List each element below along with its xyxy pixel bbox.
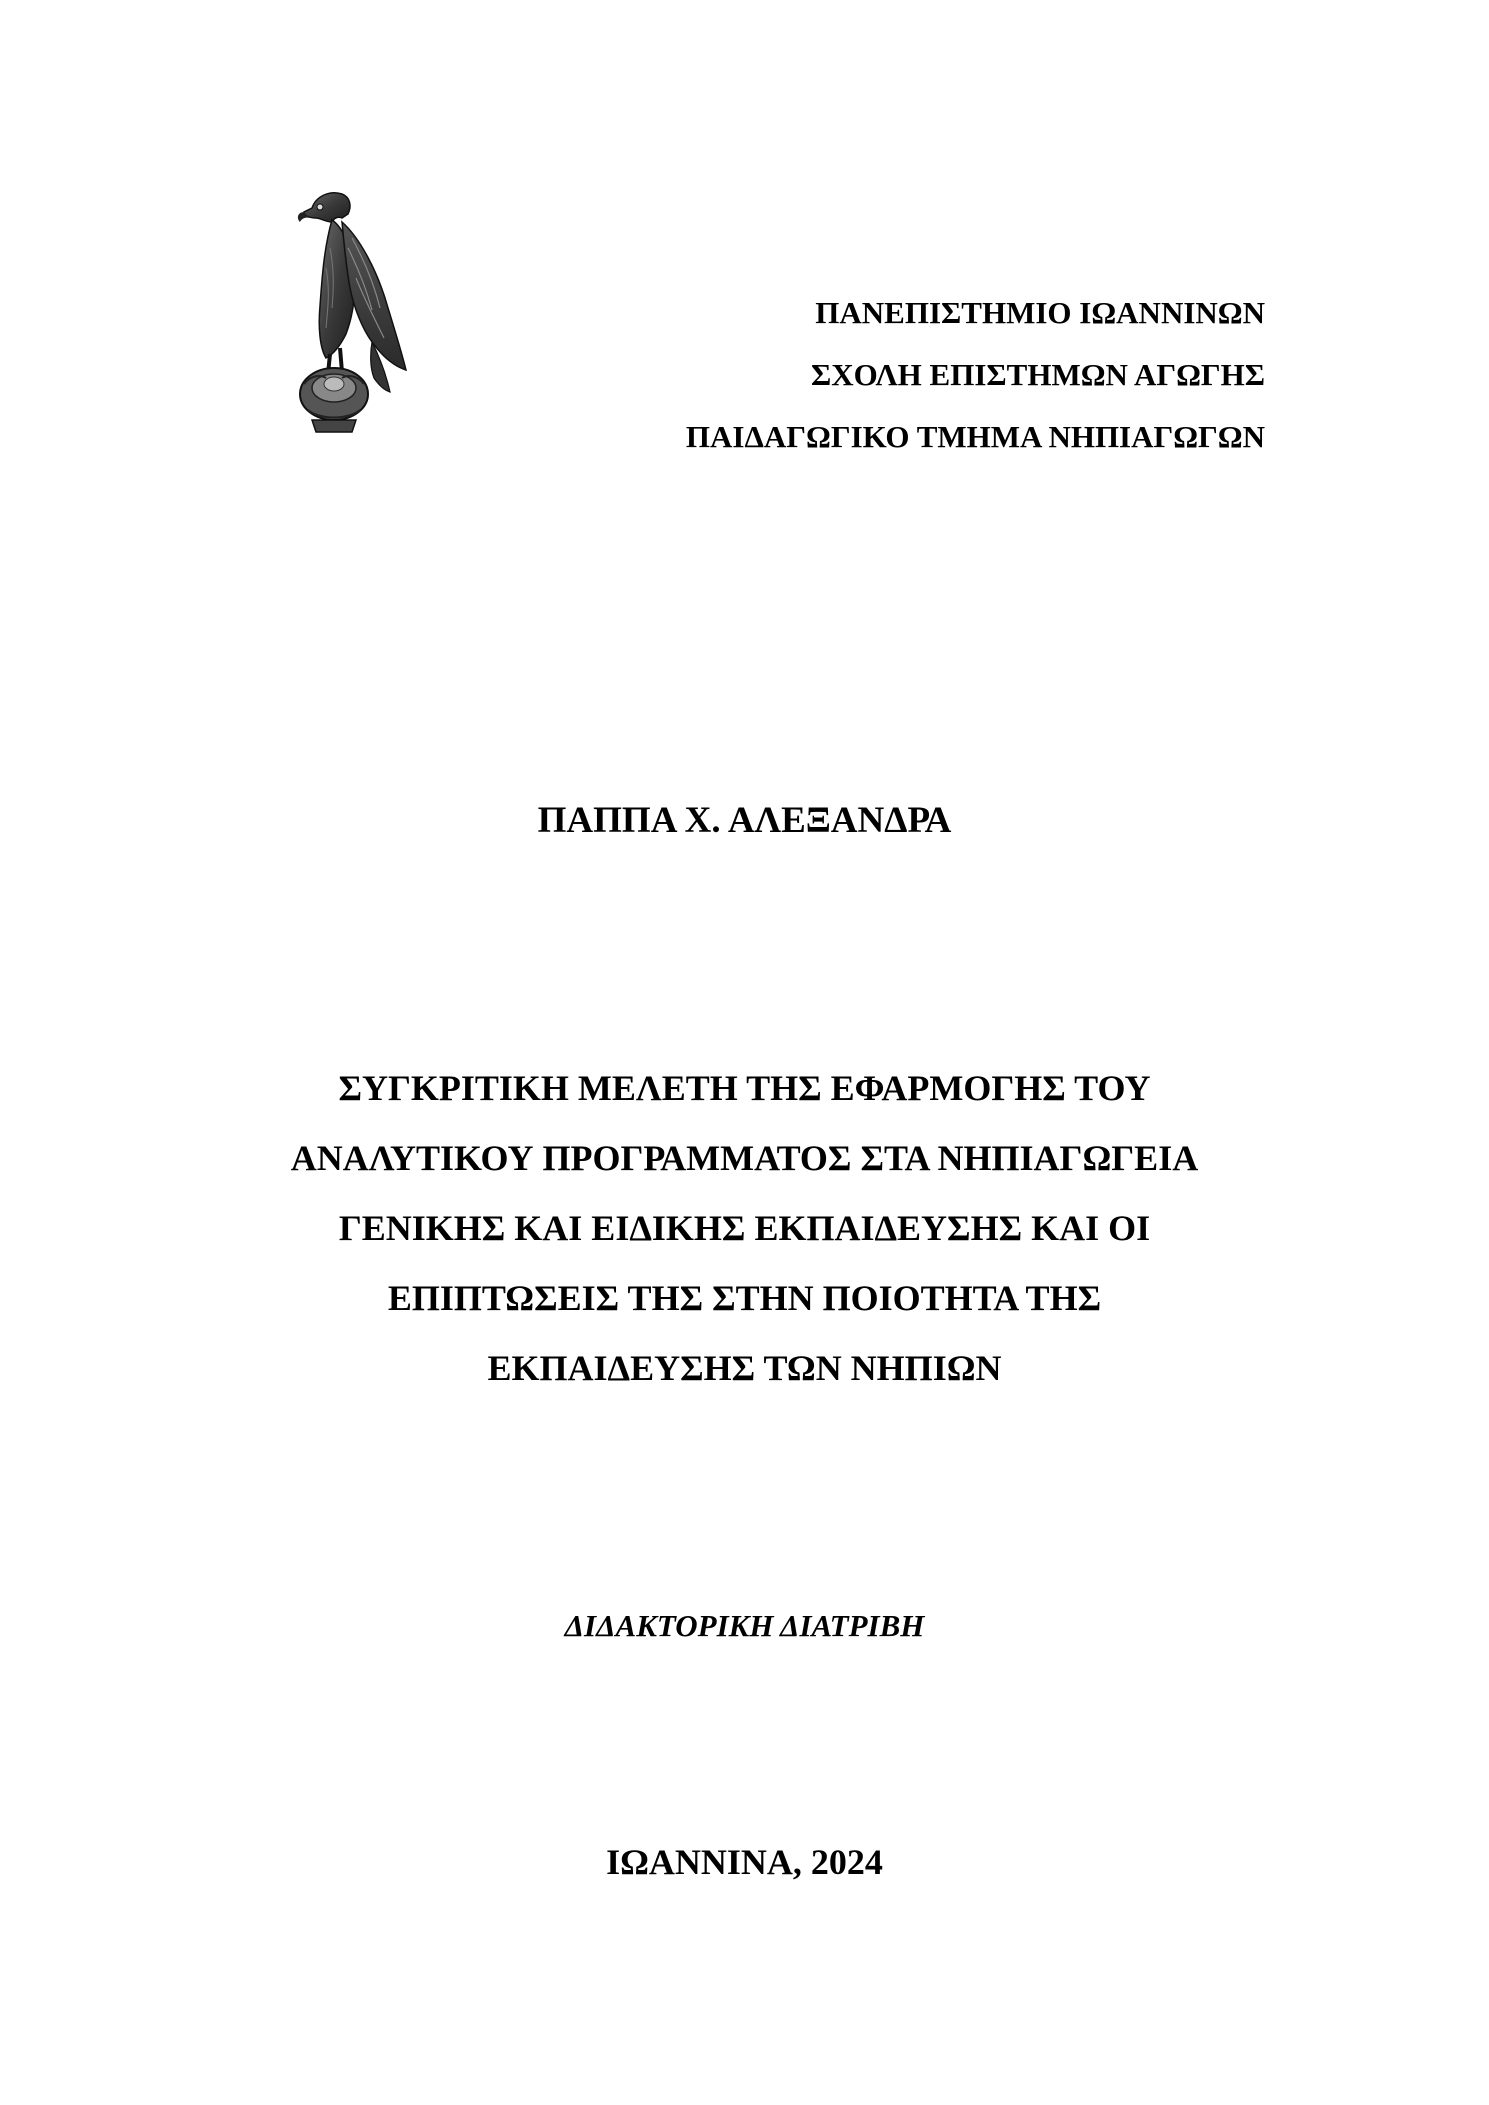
institution-block <box>686 282 1265 468</box>
document-type: ΔΙΔΑΚΤΟΡΙΚΗ ΔΙΑΤΡΙΒΗ <box>564 1608 925 1643</box>
title-line: ΕΠΙΠΤΩΣΕΙΣ ΤΗΣ ΣΤΗΝ ΠΟΙΟΤΗΤΑ ΤΗΣ <box>387 1278 1102 1318</box>
title-line: ΕΚΠΑΙΔΕΥΣΗΣ ΤΩΝ ΝΗΠΙΩΝ <box>487 1348 1002 1388</box>
author-name: ΠΑΠΠΑ Χ. ΑΛΕΞΑΝΔΡΑ <box>537 800 952 841</box>
title-line: ΑΝΑΛΥΤΙΚΟΥ ΠΡΟΓΡΑΜΜΑΤΟΣ ΣΤΑ ΝΗΠΙΑΓΩΓΕΙΑ <box>290 1138 1199 1178</box>
title-line: ΣΥΓΚΡΙΤΙΚΗ ΜΕΛΕΤΗ ΤΗΣ ΕΦΑΡΜΟΓΗΣ ΤΟΥ <box>338 1068 1151 1108</box>
university-emblem-icon <box>290 188 440 438</box>
place-and-year: ΙΩΑΝΝΙΝΑ, 2024 <box>606 1842 883 1882</box>
title-line: ΓΕΝΙΚΗΣ ΚΑΙ ΕΙΔΙΚΗΣ ΕΚΠΑΙΔΕΥΣΗΣ ΚΑΙ ΟΙ <box>338 1208 1151 1248</box>
department-name: ΠΑΙΔΑΓΩΓΙΚΟ ΤΜΗΜΑ ΝΗΠΙΑΓΩΓΩΝ <box>685 419 1265 454</box>
school-name: ΣΧΟΛΗ ΕΠΙΣΤΗΜΩΝ ΑΓΩΓΗΣ <box>810 357 1265 392</box>
university-name: ΠΑΝΕΠΙΣΤΗΜΙΟ ΙΩΑΝΝΙΝΩΝ <box>815 295 1265 330</box>
thesis-title <box>0 1053 1489 1403</box>
